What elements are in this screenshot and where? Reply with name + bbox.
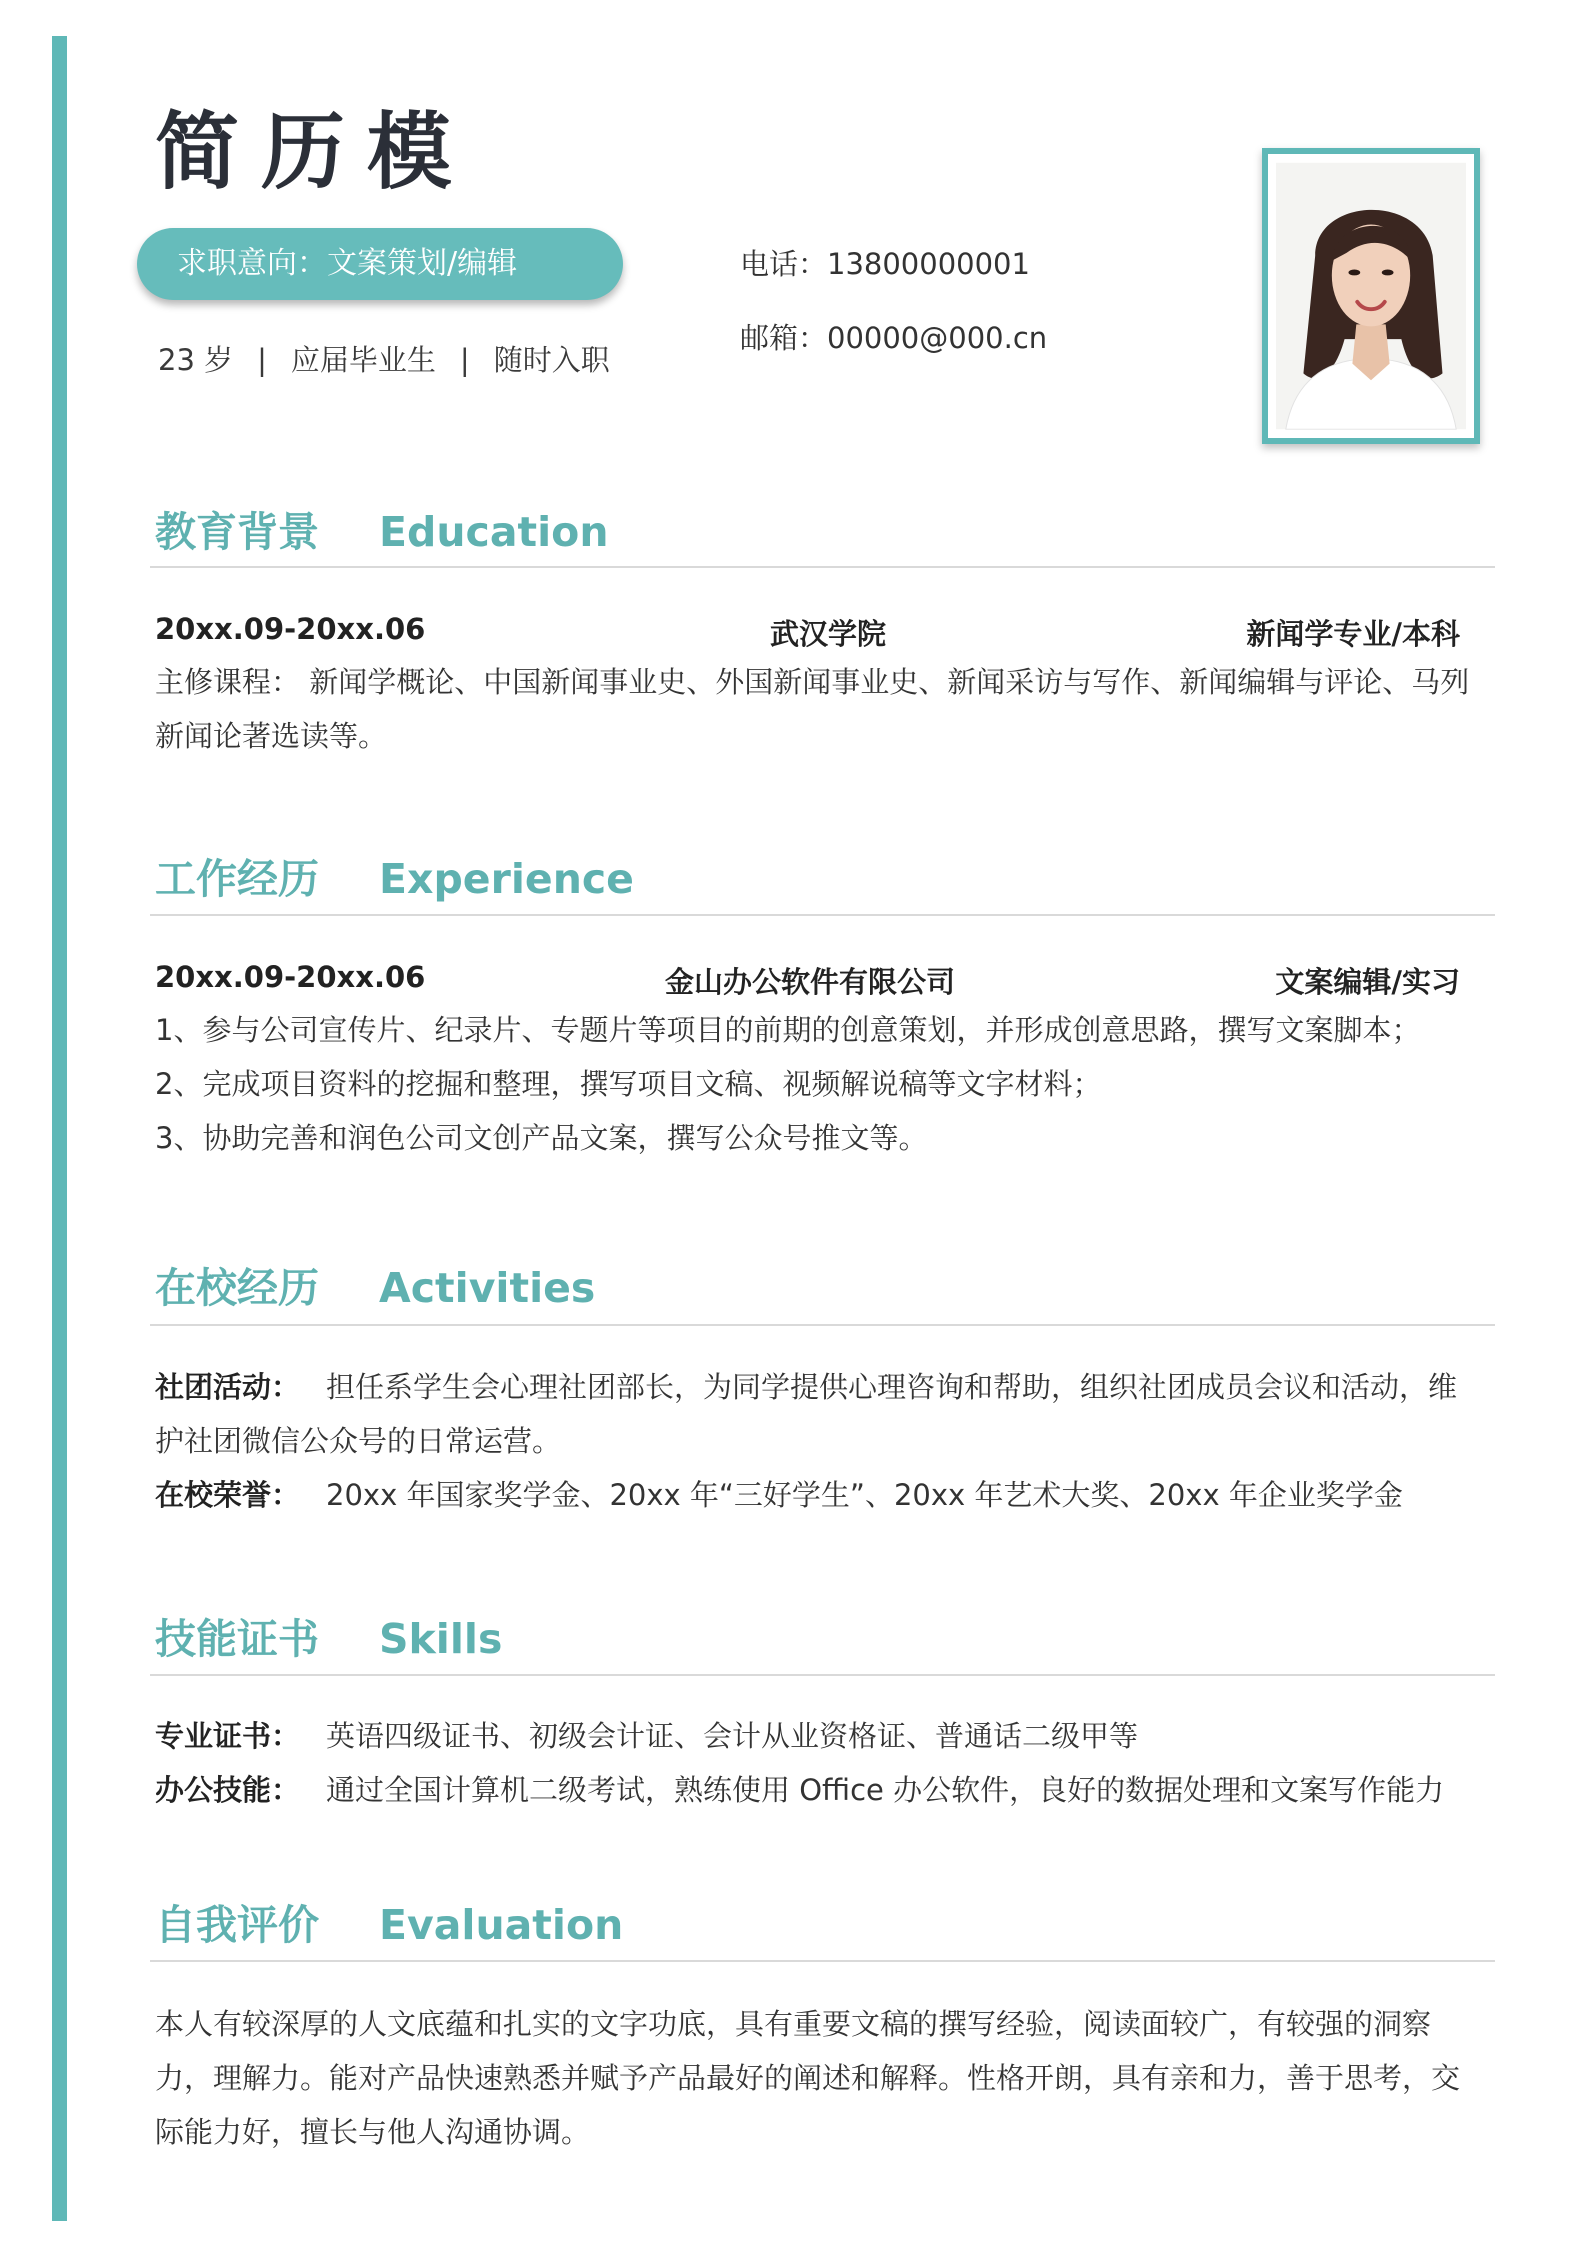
activities-club [155,1360,1480,1468]
section-divider [150,914,1495,916]
office-text: 通过全国计算机二级考试，熟练使用 Office 办公软件，良好的数据处理和文案写作能力 [326,1773,1445,1807]
section-title-experience [155,855,634,903]
email: 邮箱：00000@000.cn [740,321,1048,355]
section-title-en: Evaluation [379,1901,624,1949]
section-title-en: Skills [379,1615,503,1663]
section-title-education [155,508,609,556]
club-text: 担任系学生会心理社团部长，为同学提供心理咨询和帮助，组织社团成员会议和活动，维护社团微信公众号的日常运营。 [155,1370,1458,1458]
section-title-en: Activities [379,1264,596,1312]
experience-period: 20xx.09-20xx.06 [155,960,426,994]
status: 应届毕业生 [290,343,436,377]
education-major: 新闻学专业/本科 [1246,617,1460,651]
experience-position: 文案编辑/实习 [1275,965,1460,999]
section-title-skills [155,1615,503,1663]
separator: | [459,343,470,377]
basic-info [158,338,610,379]
section-title-en: Education [379,508,609,556]
honor-text: 20xx 年国家奖学金、20xx 年“三好学生”、20xx 年艺术大奖、20xx 年企业奖学金 [326,1478,1403,1512]
left-accent-bar [52,36,67,2221]
education-row [155,612,1460,652]
experience-list [155,1003,1480,1165]
education-courses: 主修课程： 新闻学概论、中国新闻事业史、外国新闻事业史、新闻采访与写作、新闻编辑与评论、马列新闻论著选读等。 [155,665,1470,753]
section-divider [150,1960,1495,1962]
list-item: 1、参与公司宣传片、纪录片、专题片等项目的前期的创意策划，并形成创意思路，撰写文案脚本； [155,1013,1421,1047]
section-title-en: Experience [379,855,634,903]
experience-company: 金山办公软件有限公司 [665,965,956,999]
section-title-cn: 教育背景 [155,508,319,556]
skills-office [155,1763,1480,1817]
honor-label: 在校荣誉： [155,1478,301,1512]
activities-honor [155,1468,1480,1522]
section-title-cn: 自我评价 [155,1901,319,1949]
cert-label: 专业证书： [155,1719,301,1753]
section-divider [150,1674,1495,1676]
section-divider [150,1324,1495,1326]
phone: 电话：13800000001 [740,247,1030,281]
separator: | [257,343,267,377]
education-school: 武汉学院 [770,617,887,651]
section-title-evaluation [155,1901,624,1949]
profile-photo [1262,148,1480,444]
experience-row [155,960,1460,1000]
resume-name: 简历模 [155,103,474,201]
skills-cert [155,1709,1480,1763]
list-item: 2、完成项目资料的挖掘和整理，撰写项目文稿、视频解说稿等文字材料； [155,1067,1102,1101]
evaluation-text: 本人有较深厚的人文底蕴和扎实的文字功底，具有重要文稿的撰写经验，阅读面较广，有较强的洞察力，理解力。能对产品快速熟悉并赋予产品最好的阐述和解释。性格开朗，具有亲和力，善于思考，交际能力好，擅长与他人沟通协调。 [155,2007,1461,2149]
portrait-photo-icon [1276,162,1466,430]
education-period: 20xx.09-20xx.06 [155,612,426,646]
club-label: 社团活动： [155,1370,301,1404]
section-divider [150,566,1495,568]
age: 23 岁 [158,343,234,377]
office-label: 办公技能： [155,1773,301,1807]
section-title-activities [155,1264,596,1312]
job-objective-badge: 求职意向：文案策划/编辑 [137,228,623,300]
section-title-cn: 在校经历 [155,1264,319,1312]
section-title-cn: 技能证书 [155,1615,319,1663]
section-title-cn: 工作经历 [155,855,319,903]
availability: 随时入职 [493,343,610,377]
cert-text: 英语四级证书、初级会计证、会计从业资格证、普通话二级甲等 [326,1719,1139,1753]
list-item: 3、协助完善和润色公司文创产品文案，撰写公众号推文等。 [155,1121,928,1155]
